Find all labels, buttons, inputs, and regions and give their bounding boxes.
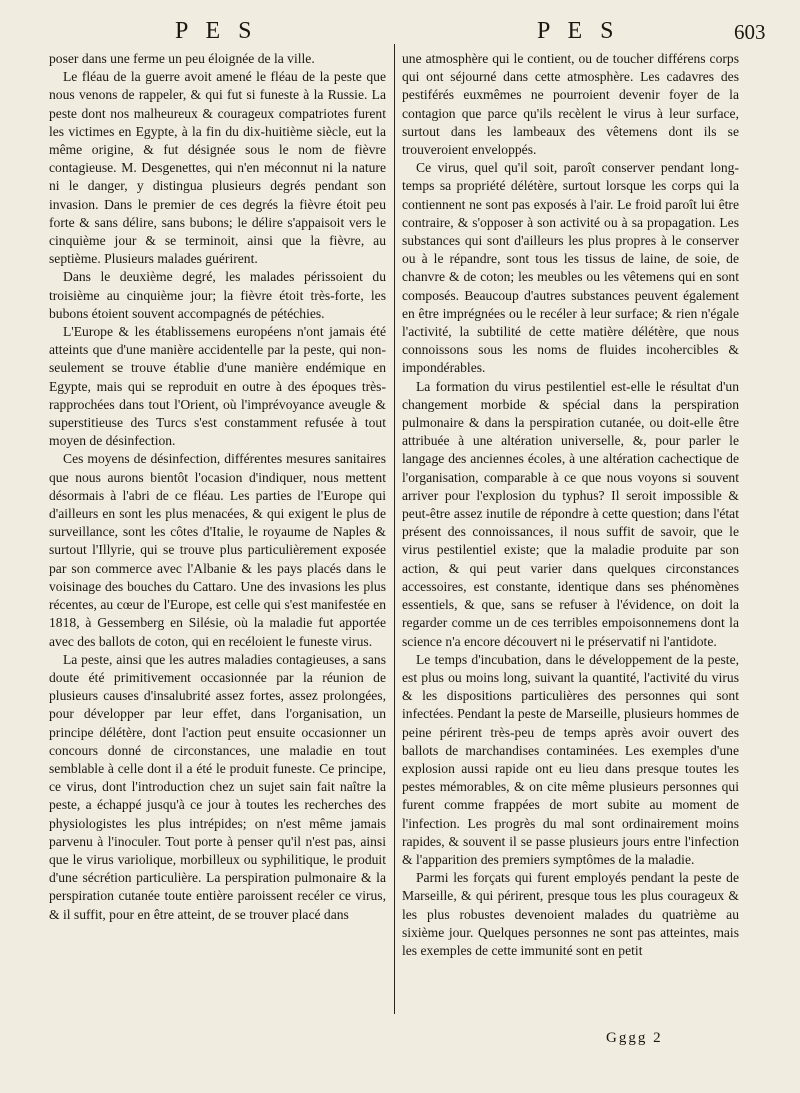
signature-mark: Gggg 2 (606, 1030, 663, 1046)
paragraph: Ces moyens de désinfection, différentes mesures sanitaires que nous aurons bientôt l'ocasion d'indiquer, nous mettent désormais à l'abri de ce fléau. Les parties de l'Europe qui d'ailleurs en sont les plus menacées, & qui exigent le plus de surveillance, sont les côtes d'Italie, le royaume de Naples & surtout l'Illyrie, qui se trouve plus particulièrement exposée par son commerce avec l'Albanie & les pays placés dans le voisinage des bouches du Cattaro. Une des invasions les plus récentes, au cœur de l'Europe, est celle qui s'est manifestée en 1818, à Gessemberg en Silésie, où la maladie fut apportée avec des ballots de coton, qui en recéloient le funeste virus. (49, 451, 386, 649)
paragraph: La peste, ainsi que les autres maladies contagieuses, a sans doute été primitivement occasionnée par la réunion de plusieurs causes d'insalubrité assez fortes, assez prolongées, pour développer par leur effet, dans l'organisation, un principe délétère, dont l'action peut ensuite occasionner un concours donné de circonstances, une maladie en tout semblable à celle dont il a été le produit funeste. Ce principe, ce virus, dont l'introduction chez un sujet sain fait naître la peste, a échappé jusqu'à ce jour à toutes les recherches des physiologistes les plus intrépides; on n'est même jamais parvenu à l'inoculer. Tout porte à penser qu'il n'est pas, ainsi que le virus variolique, morbilleux ou syphilitique, le produit d'une sécrétion particulière. La perspiration pulmonaire & la perspiration cutanée toute entière paroissent recéler ce virus, & il suffit, pour en être atteint, de se trouver placé dans (49, 651, 386, 922)
right-column (402, 50, 739, 1018)
paragraph: La formation du virus pestilentiel est-elle le résultat d'un changement morbide & spécial dans la perspiration pulmonaire & dans la perspiration cutanée, ou doit-elle être attribuée à une altération universelle, &, pour parler le langage des anciennes écoles, à une altération cachectique de l'organisation, comparable à ce que nous voyons si souvent arriver pour l'explosion du typhus? Il seroit impossible & peut-être assez inutile de répondre à cette question; dans l'état présent des connoissances, il nous suffit de savoir, que le virus pestilentiel existe; que la maladie produite par son action, & qui peut varier dans quelques circonstances accessoires, est constante, identique dans ses phénomènes essentiels, & que, sans se refuser à l'évidence, on doit la regarder comme un de ces terribles empoisonnemens dont la science n'a encore découvert ni le préservatif ni l'antidote. (402, 378, 739, 649)
paragraph: L'Europe & les établissemens européens n'ont jamais été atteints que d'une manière accidentelle par la peste, qui non-seulement se trouve établie d'une manière endémique en Egypte, mais qui se reproduit en outre à des époques très-rapprochées dans tout l'Orient, où l'imprévoyance aveugle & superstitieuse des Turcs s'est constamment refusée à tout moyen de désinfection. (49, 324, 386, 449)
column-divider (394, 44, 395, 1014)
paragraph: une atmosphère qui le contient, ou de toucher différens corps qui ont séjourné dans cette atmosphère. Les cadavres des pestiférés euxmêmes ne pourroient devenir foyer de la contagion que parce qu'ils recèlent le virus à leur surface, surtout dans les lambeaux des vêtemens dont ils se trouveroient enveloppés. (402, 51, 739, 158)
paragraph: Le fléau de la guerre avoit amené le fléau de la peste que nous venons de rappeler, & qui fut si funeste à la Russie. La peste dont nos malheureux & courageux compatriotes furent les victimes en Egypte, à la fin du dix-huitième siècle, eut la même origine, & fut désignée sous le nom de fièvre contagieuse. M. Desgenettes, qui n'en méconnut ni la nature ni le danger, y distingua plusieurs degrés pendant son invasion. Dans le premier de ces degrés la fièvre étoit peu forte & sans délire, sans bubons; le délire s'appaisoit vers le cinquième jour & se terminoit, ainsi que la fièvre, au septième. Plusieurs malades guérirent. (49, 69, 386, 267)
right-running-title: P E S (537, 18, 620, 44)
page-number: 603 (734, 20, 766, 44)
paragraph: Dans le deuxième degré, les malades périssoient du troisième au cinquième jour; la fièvre étoit très-forte, les bubons étoient souvent accompagnés de pétéchies. (49, 269, 386, 321)
left-running-title: P E S (175, 18, 258, 44)
paragraph: Parmi les forçats qui furent employés pendant la peste de Marseille, & qui périrent, presque tous les plus courageux & les plus robustes devenoient malades du quatrième au sixième jour. Quelques personnes ne sont pas atteintes, mais les exemples de cette immunité sont en petit (402, 870, 739, 958)
paragraph: Ce virus, quel qu'il soit, paroît conserver pendant long-temps sa propriété délétère, surtout lorsque les corps qui la contiennent ne sont pas exposés à l'air. Le froid paroît lui être contraire, & s'opposer à son activité ou à sa propagation. Les substances qui sont d'ailleurs les plus propres à le conserver ou à le répandre, sont tous les tissus de laine, de soie, de chanvre & de coton; les meubles ou les vêtemens qui en sont composés. Beaucoup d'autres substances peuvent également en être imprégnées ou le recéler à leur surface; & rien n'égale l'activité, la subtilité de cette matière délétère, que nous connoissons sous les noms de fluides incohercibles & impondérables. (402, 160, 739, 376)
paragraph: Le temps d'incubation, dans le développement de la peste, est plus ou moins long, suivant la quantité, l'activité du virus & les dispositions particulières des personnes qui sont infectées. Pendant la peste de Marseille, plusieurs hommes de peine périrent très-peu de temps après avoir ouvert des ballots de marchandises contaminées. Les exemples d'une explosion aussi rapide ont eu lieu dans presque toutes les pestes mémorables, & on cite même plusieurs personnes qui furent comme frappées de mort subite au moment de l'infection. Les progrès du mal sont ordinairement moins rapides, & souvent il se passe plusieurs jours entre l'infection & l'apparition des premiers symptômes de la maladie. (402, 651, 739, 867)
running-header (0, 18, 800, 48)
left-column (49, 50, 386, 1018)
paragraph: poser dans une ferme un peu éloignée de la ville. (49, 51, 315, 66)
